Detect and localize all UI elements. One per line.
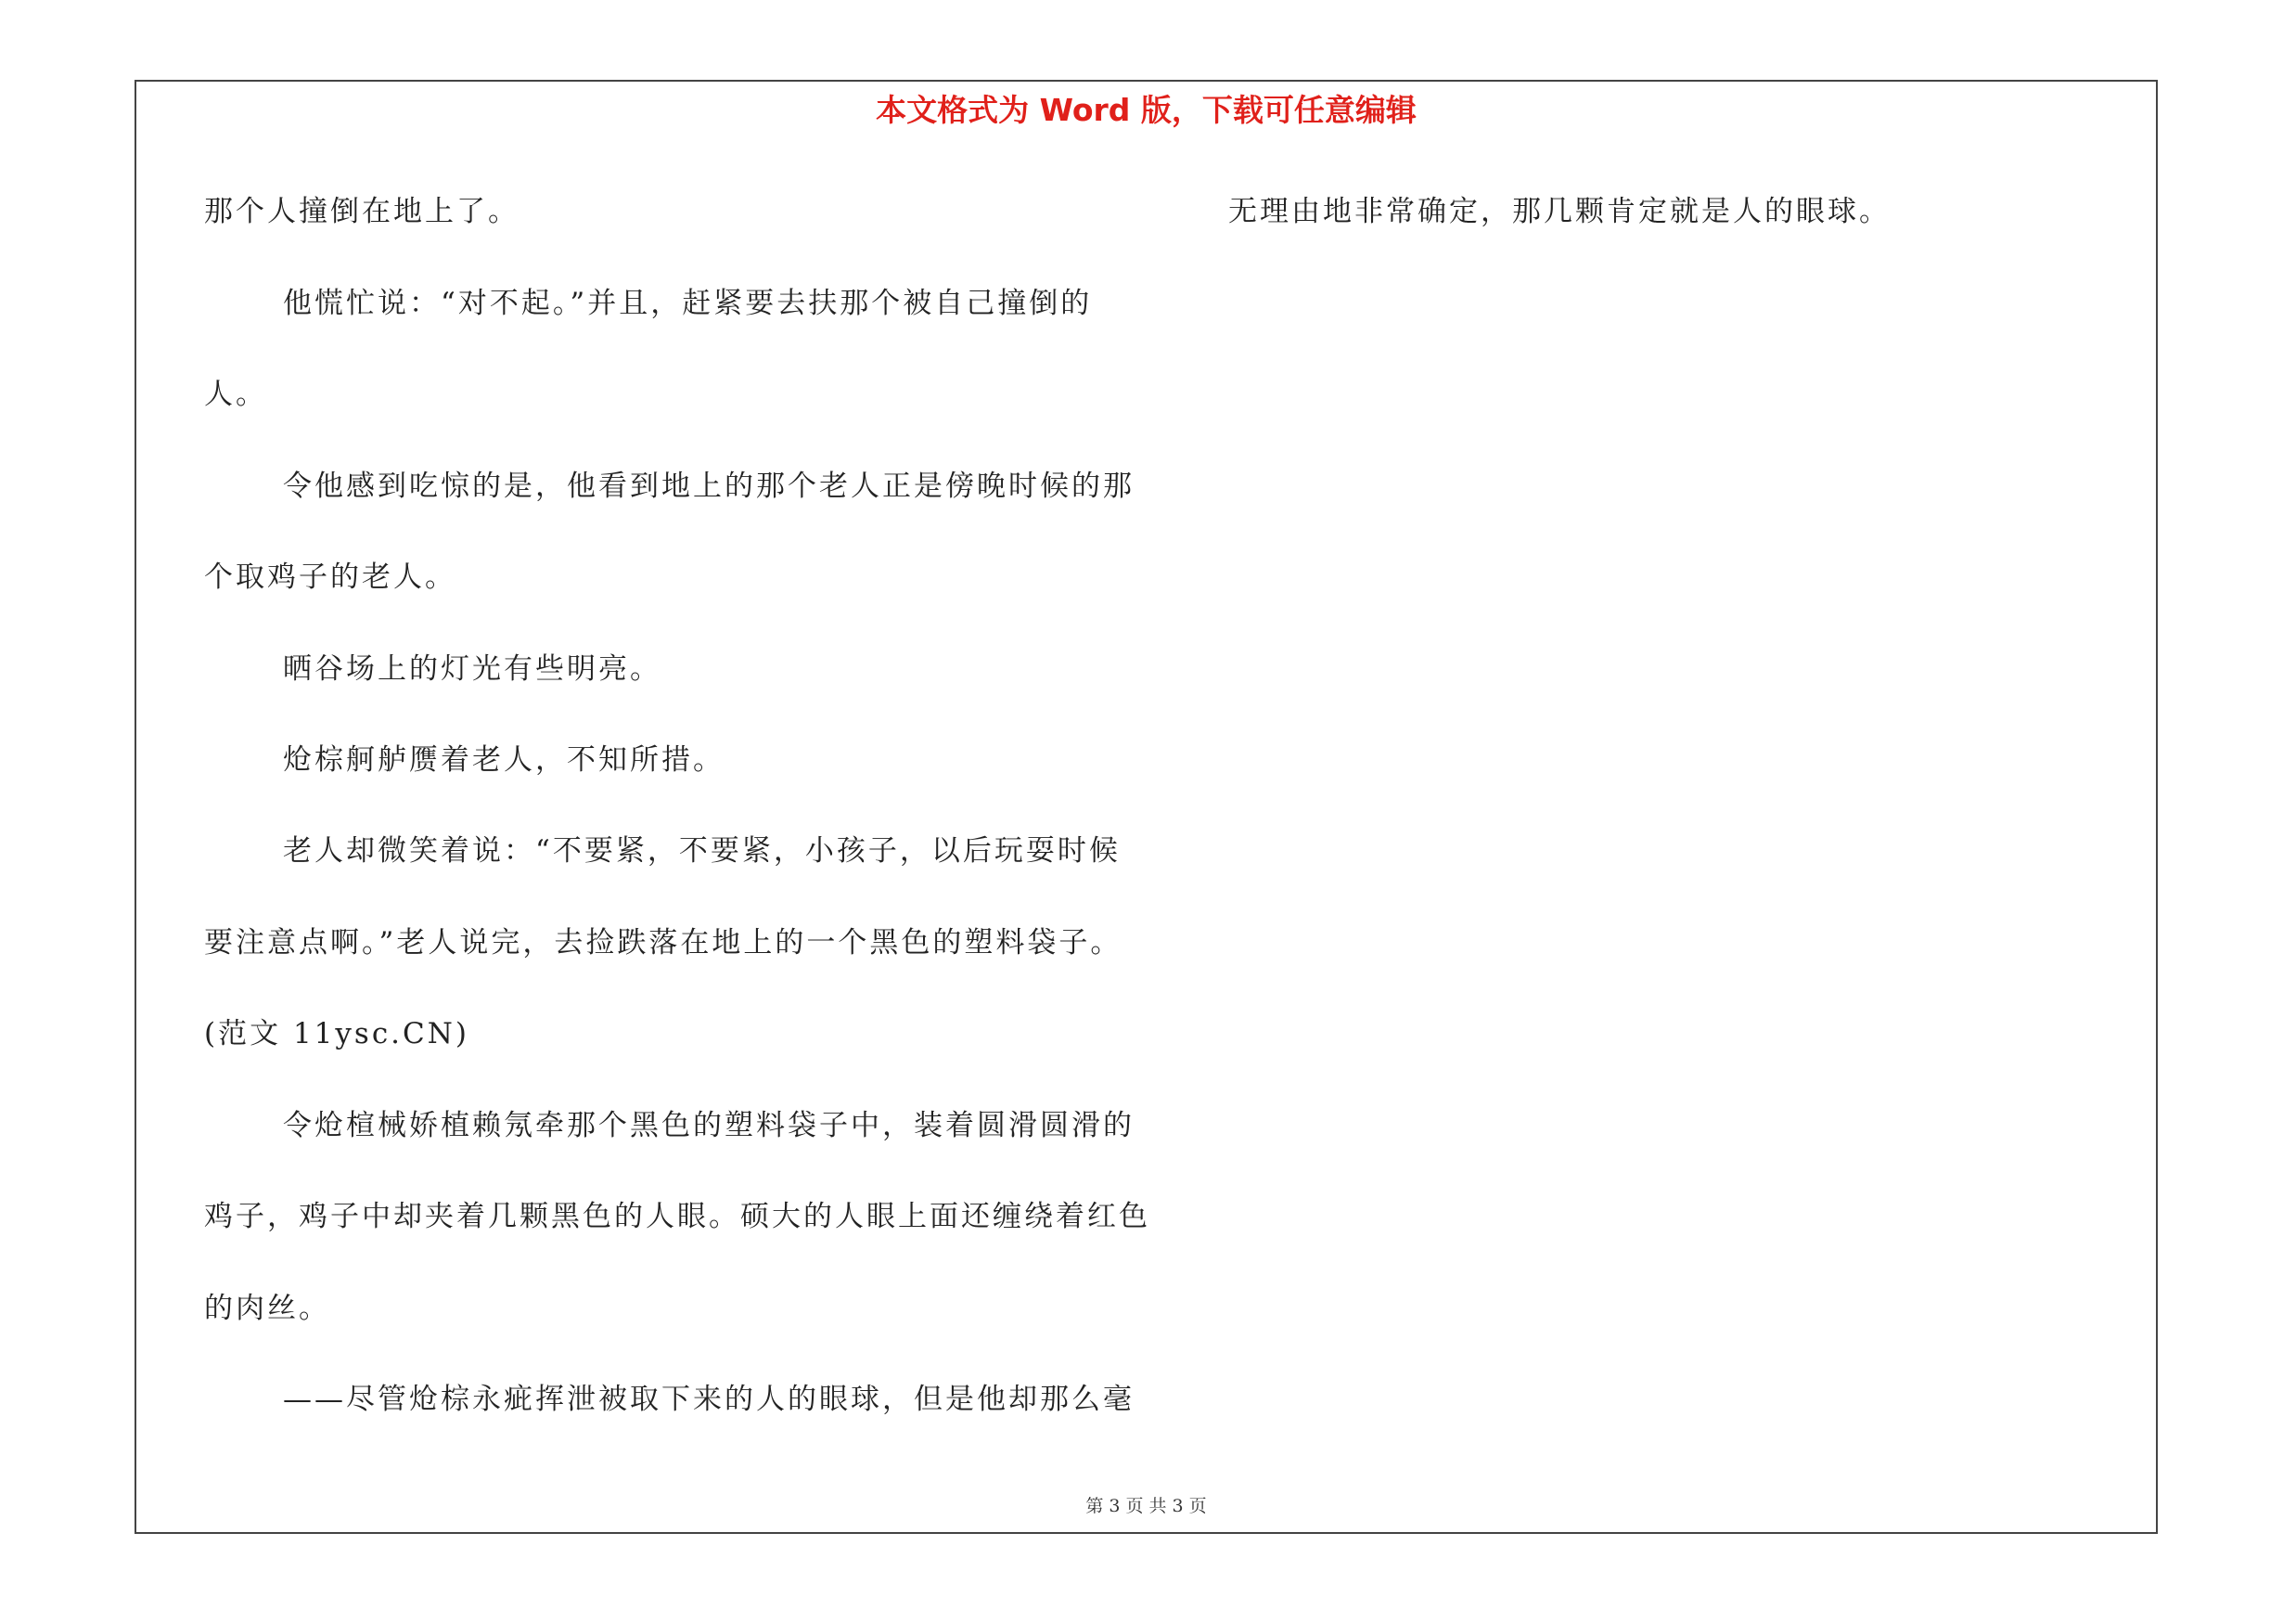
text-line: 老人却微笑着说：“不要紧，不要紧，小孩子，以后玩耍时候 [283,834,1121,868]
text-line: 无理由地非常确定，那几颗肯定就是人的眼球。 [1228,195,1891,228]
text-line: 炝棕舸舻赝着老人，不知所措。 [283,743,725,777]
text-line: 那个人撞倒在地上了。 [204,195,519,228]
page-number-footer: 第 3 页 共 3 页 [1085,1496,1207,1516]
text-line: 令炝楦械娇植赖氖牵那个黑色的塑料袋子中，装着圆滑圆滑的 [283,1109,1135,1142]
text-line: 个取鸡子的老人。 [204,560,456,594]
word-format-banner: 本文格式为 Word 版，下载可任意编辑 [876,92,1417,128]
text-line: 人。 [204,378,267,411]
text-line: 晒谷场上的灯光有些明亮。 [283,652,661,686]
text-line: 要注意点啊。”老人说完，去捡跌落在地上的一个黑色的塑料袋子。 [204,926,1122,960]
text-line: ——尽管炝棕永疵挥泄被取下来的人的眼球，但是他却那么毫 [283,1383,1135,1416]
text-line: 鸡子，鸡子中却夹着几颗黑色的人眼。硕大的人眼上面还缠绕着红色 [204,1200,1150,1233]
text-line: 他慌忙说：“对不起。”并且，赶紧要去扶那个被自己撞倒的 [283,287,1093,320]
text-line: 令他感到吃惊的是，他看到地上的那个老人正是傍晚时候的那 [283,470,1135,503]
text-line: (范文 11ysc.CN) [204,1017,469,1050]
text-line: 的肉丝。 [204,1292,330,1325]
